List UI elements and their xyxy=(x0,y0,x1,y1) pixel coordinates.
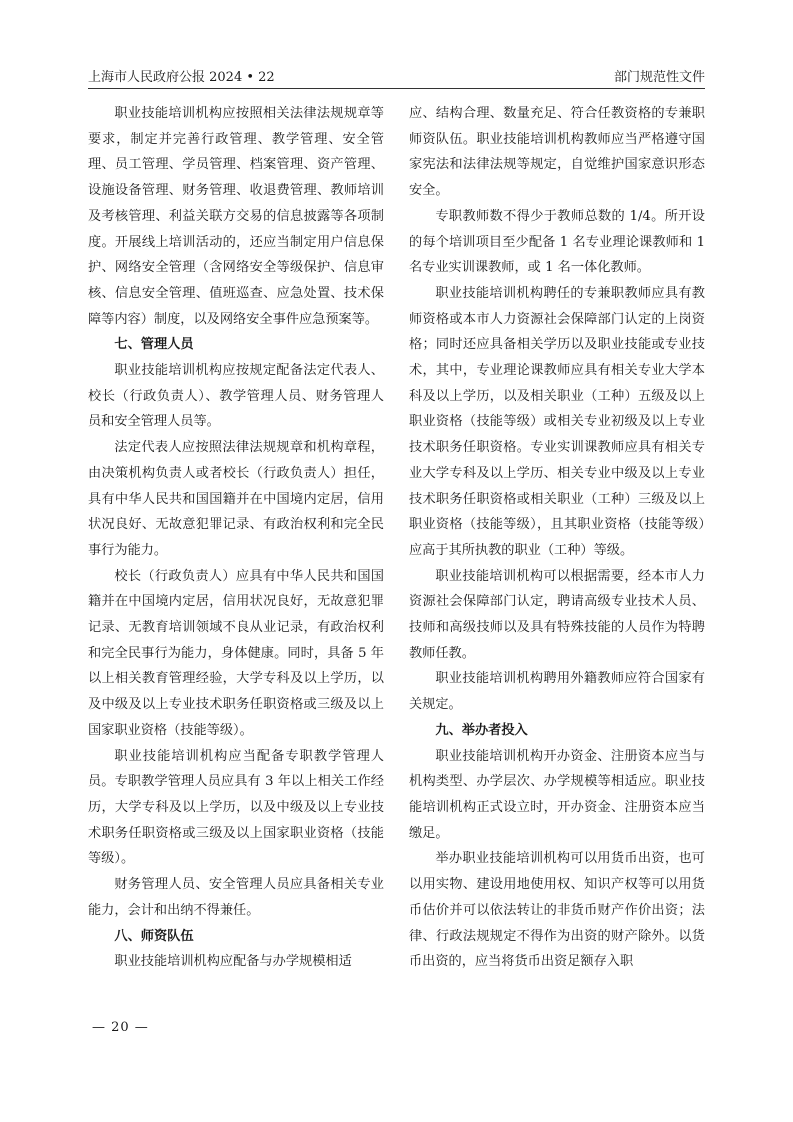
paragraph: 职业技能培训机构可以根据需要，经本市人力资源社会保障部门认定，聘请高级专业技术人员、技师和高级技师以及具有特殊技能的人员作为特聘教师任教。 xyxy=(409,568,705,661)
paragraph: 职业技能培训机构应按规定配备法定代表人、校长（行政负责人）、教学管理人员、财务管理人员和安全管理人员等。 xyxy=(88,363,384,430)
page-number: — 20 — xyxy=(92,1020,149,1035)
section-heading: 七、管理人员 xyxy=(114,337,194,353)
paragraph: 职业技能培训机构应按照相关法律法规规章等要求，制定并完善行政管理、教学管理、安全管理、员工管理、学员管理、档案管理、资产管理、设施设备管理、财务管理、收退费管理、教师培训及考核管理、利益关联方交易的信息披露等各项制度。开展线上培训活动的，还应当制定用户信息保护、网络安全管理（含网络安全等级保护、信息审核、信息安全管理、值班巡查、应急处置、技术保障等内容）制度，以及网络安全事件应急预案等。 xyxy=(88,106,384,327)
section-heading: 九、举办者投入 xyxy=(435,722,528,738)
section-title: 部门规范性文件 xyxy=(613,70,705,85)
paragraph: 法定代表人应按照法律法规规章和机构章程，由决策机构负责人或者校长（行政负责人）担任，具有中华人民共和国国籍并在中国境内定居，信用状况良好、无故意犯罪记录、有政治权利和完全民事行为能力。 xyxy=(88,440,384,558)
paragraph: 举办职业技能培训机构可以用货币出资，也可以用实物、建设用地使用权、知识产权等可以用货币估价并可以依法转让的非货币财产作价出资；法律、行政法规规定不得作为出资的财产除外。以货币出资的，应当将货币出资足额存入职 xyxy=(409,851,705,970)
paragraph: 职业技能培训机构开办资金、注册资本应当与机构类型、办学层次、办学规模等相适应。职业技能培训机构正式设立时，开办资金、注册资本应当缴足。 xyxy=(409,748,705,841)
left-column xyxy=(88,101,384,975)
paragraph: 职业技能培训机构聘任的专兼职教师应具有教师资格或本市人力资源社会保障部门认定的上岗资格；同时还应具备相关学历以及职业技能或专业技术，其中，专业理论课教师应具有相关专业大学本科及以上学历，以及相关职业（工种）五级及以上职业资格（技能等级）或相关专业初级及以上专业技术职务任职资格。专业实训课教师应具有相关专业大学专科及以上学历、相关专业中级及以上专业技术职务任职资格或相关职业（工种）三级及以上职业资格（技能等级），且其职业资格（技能等级）应高于其所执教的职业（工种）等级。 xyxy=(409,285,705,558)
page-header xyxy=(88,62,705,89)
paragraph: 职业技能培训机构应当配备专职教学管理人员。专职教学管理人员应具有 3 年以上相关工作经历，大学专科及以上学历，以及中级及以上专业技术职务任职资格或三级及以上国家职业资格（技能等级）。 xyxy=(88,748,384,867)
journal-title: 上海市人民政府公报 2024 • 22 xyxy=(88,70,275,85)
paragraph: 财务管理人员、安全管理人员应具备相关专业能力，会计和出纳不得兼任。 xyxy=(88,877,384,918)
right-column xyxy=(409,101,705,975)
paragraph: 职业技能培训机构应配备与办学规模相适 xyxy=(114,954,352,970)
paragraph: 应、结构合理、数量充足、符合任教资格的专兼职师资队伍。职业技能培训机构教师应当严格遵守国家宪法和法律法规等规定，自觉维护国家意识形态安全。 xyxy=(409,106,705,199)
paragraph: 校长（行政负责人）应具有中华人民共和国国籍并在中国境内定居，信用状况良好，无故意犯罪记录、无教育培训领域不良从业记录，有政治权利和完全民事行为能力，身体健康。同时，具备 5 年以上相关教育管理经验，大学专科及以上学历，以及中级及以上专业技术职务任职资格或三级及以上国家职业资格（技能等级）。 xyxy=(88,568,384,738)
paragraph: 专职教师数不得少于教师总数的 1/4。所开设的每个培训项目至少配备 1 名专业理论课教师和 1 名专业实训课教师，或 1 名一体化教师。 xyxy=(409,208,705,276)
paragraph: 职业技能培训机构聘用外籍教师应符合国家有关规定。 xyxy=(409,671,705,713)
section-heading: 八、师资队伍 xyxy=(114,928,194,944)
